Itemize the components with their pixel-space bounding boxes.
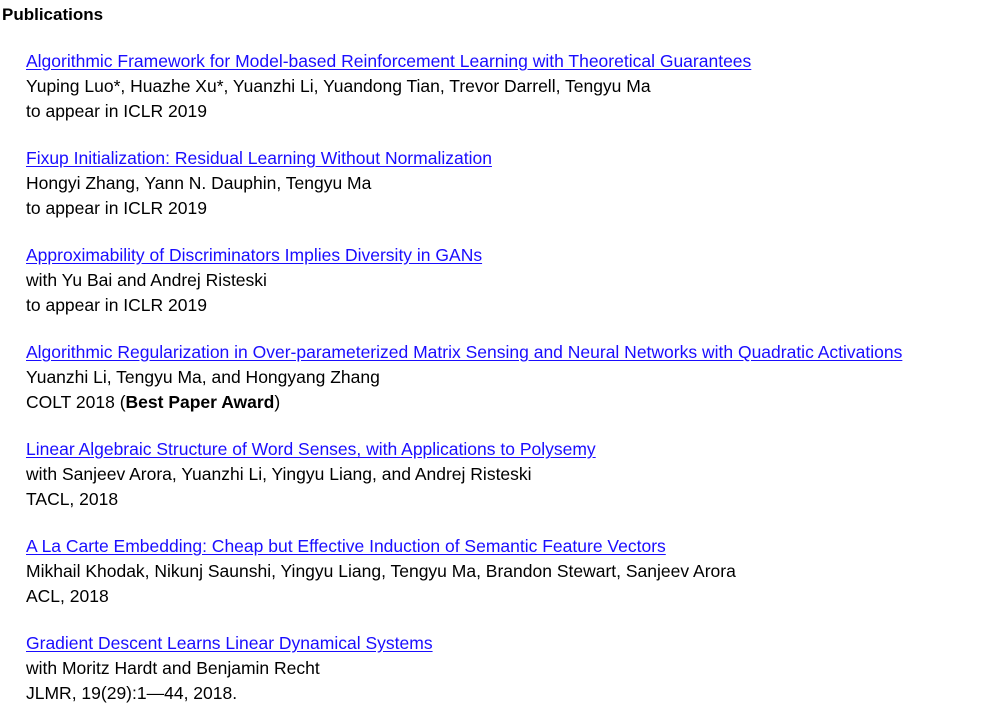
publication-venue: TACL, 2018 bbox=[26, 489, 119, 509]
publication-venue: JLMR, 19(29):1—44, 2018. bbox=[26, 683, 238, 703]
publication-list bbox=[26, 49, 998, 728]
publication-title-link[interactable]: A La Carte Embedding: Cheap but Effective Induction of Semantic Feature Vectors bbox=[26, 536, 666, 556]
publication-title-link[interactable]: Gradient Descent Learns Linear Dynamical Systems bbox=[26, 633, 433, 653]
publication-authors: Hongyi Zhang, Yann N. Dauphin, Tengyu Ma bbox=[26, 173, 372, 193]
publication-venue: to appear in ICLR 2019 bbox=[26, 198, 207, 218]
publication-title-link[interactable]: Algorithmic Regularization in Over-parameterized Matrix Sensing and Neural Networks with Quadratic Activations bbox=[26, 342, 903, 362]
publication-venue: ACL, 2018 bbox=[26, 586, 109, 606]
publication-authors: Mikhail Khodak, Nikunj Saunshi, Yingyu Liang, Tengyu Ma, Brandon Stewart, Sanjeev Arora bbox=[26, 561, 736, 581]
publication-item bbox=[26, 49, 998, 146]
publication-authors: with Moritz Hardt and Benjamin Recht bbox=[26, 658, 320, 678]
publication-item bbox=[26, 631, 998, 728]
publication-venue: to appear in ICLR 2019 bbox=[26, 101, 207, 121]
publication-authors: with Yu Bai and Andrej Risteski bbox=[26, 270, 267, 290]
publication-title-link[interactable]: Linear Algebraic Structure of Word Senses, with Applications to Polysemy bbox=[26, 439, 596, 459]
publication-item bbox=[26, 534, 998, 631]
section-title-publications: Publications bbox=[2, 5, 104, 24]
venue-prefix: COLT 2018 ( bbox=[26, 392, 126, 412]
publication-venue bbox=[26, 390, 998, 415]
publication-authors: with Sanjeev Arora, Yuanzhi Li, Yingyu Liang, and Andrej Risteski bbox=[26, 464, 532, 484]
publication-venue: to appear in ICLR 2019 bbox=[26, 295, 207, 315]
publication-item bbox=[26, 243, 998, 340]
venue-suffix: ) bbox=[274, 392, 281, 412]
publication-item bbox=[26, 340, 998, 437]
publication-item bbox=[26, 437, 998, 534]
publication-item bbox=[26, 146, 998, 243]
publication-authors: Yuping Luo*, Huazhe Xu*, Yuanzhi Li, Yuandong Tian, Trevor Darrell, Tengyu Ma bbox=[26, 76, 651, 96]
publication-authors: Yuanzhi Li, Tengyu Ma, and Hongyang Zhang bbox=[26, 367, 380, 387]
publication-title-link[interactable]: Approximability of Discriminators Implies Diversity in GANs bbox=[26, 245, 483, 265]
award-label: Best Paper Award bbox=[125, 392, 275, 412]
publication-title-link[interactable]: Fixup Initialization: Residual Learning Without Normalization bbox=[26, 148, 492, 168]
publication-title-link[interactable]: Algorithmic Framework for Model-based Reinforcement Learning with Theoretical Guarantees bbox=[26, 51, 752, 71]
